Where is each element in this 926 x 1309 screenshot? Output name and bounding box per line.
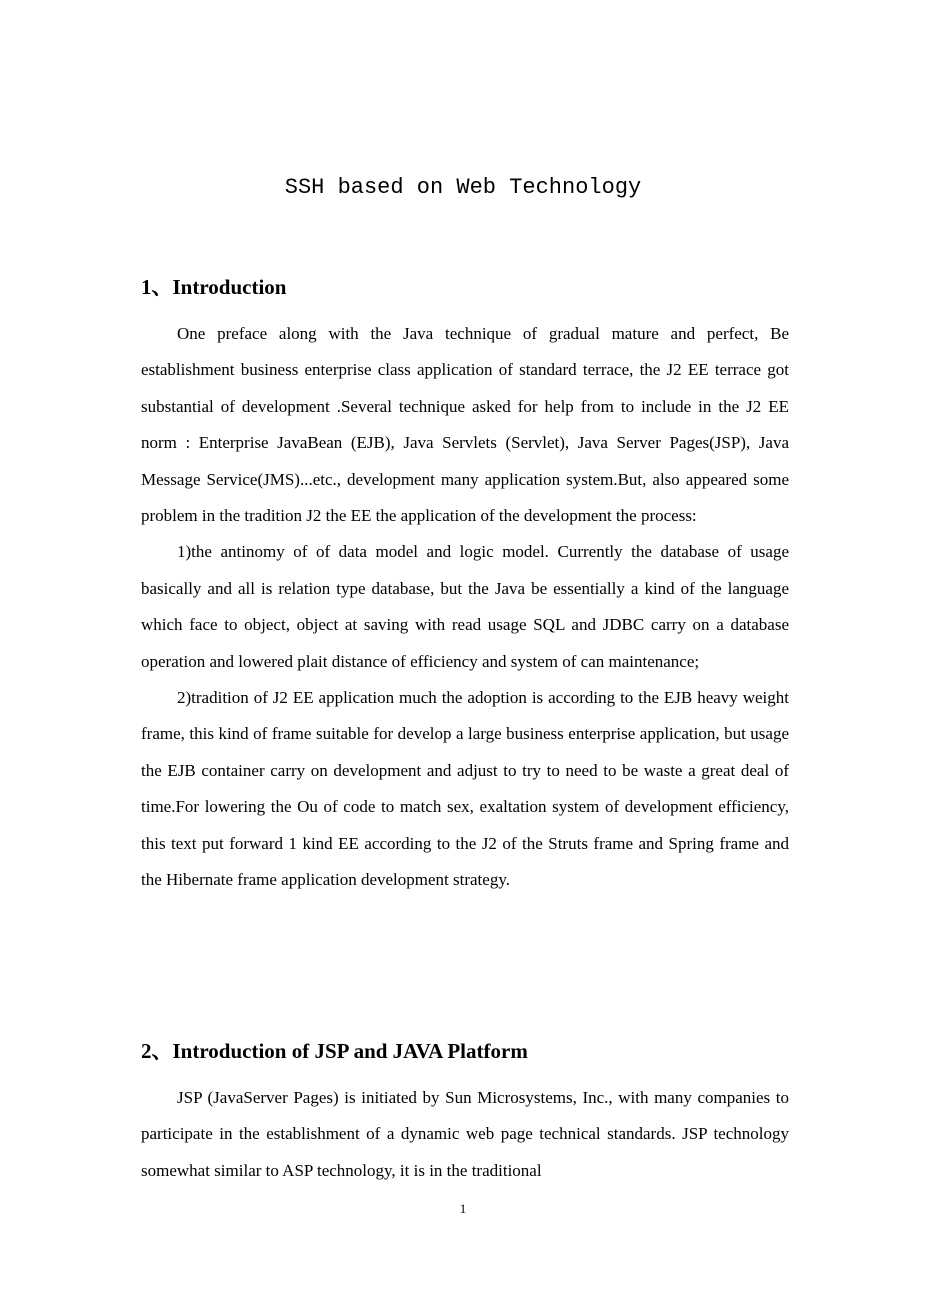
section-heading-jsp-java: 2、Introduction of JSP and JAVA Platform xyxy=(141,1039,528,1063)
section-body-jsp-java xyxy=(141,1080,789,1189)
document-title: SSH based on Web Technology xyxy=(284,175,642,200)
paragraph: One preface along with the Java technique of gradual mature and perfect, Be establishment business enterprise class application of standard terrace, the J2 EE terrace got substantial of development .Several technique asked for help from to include in the J2 EE norm : Enterprise JavaBean (EJB), Java Servlets (Servlet), Java Server Pages(JSP), Java Message Service(JMS)...etc., development many application system.But, also appeared some problem in the tradition J2 the EE the application of the development the process: xyxy=(141,324,789,526)
paragraph: 2)tradition of J2 EE application much the adoption is according to the EJB heavy weight frame, this kind of frame suitable for develop a large business enterprise application, but usage the EJB container carry on development and adjust to try to need to be waste a great deal of time.For lowering the Ou of code to match sex, exaltation system of development efficiency, this text put forward 1 kind EE according to the J2 of the Struts frame and Spring frame and the Hibernate frame application development strategy. xyxy=(141,688,789,890)
section-heading-introduction: 1、Introduction xyxy=(141,275,287,299)
paragraph: 1)the antinomy of of data model and logic model. Currently the database of usage basically and all is relation type database, but the Java be essentially a kind of the language which face to object, object at saving with read usage SQL and JDBC carry on a database operation and lowered plait distance of efficiency and system of can maintenance; xyxy=(141,542,789,671)
section-body-introduction xyxy=(141,316,789,899)
paragraph: JSP (JavaServer Pages) is initiated by Sun Microsystems, Inc., with many companies to participate in the establishment of a dynamic web page technical standards. JSP technology somewhat similar to ASP technology, it is in the traditional xyxy=(141,1088,789,1180)
page-number: 1 xyxy=(459,1201,467,1216)
